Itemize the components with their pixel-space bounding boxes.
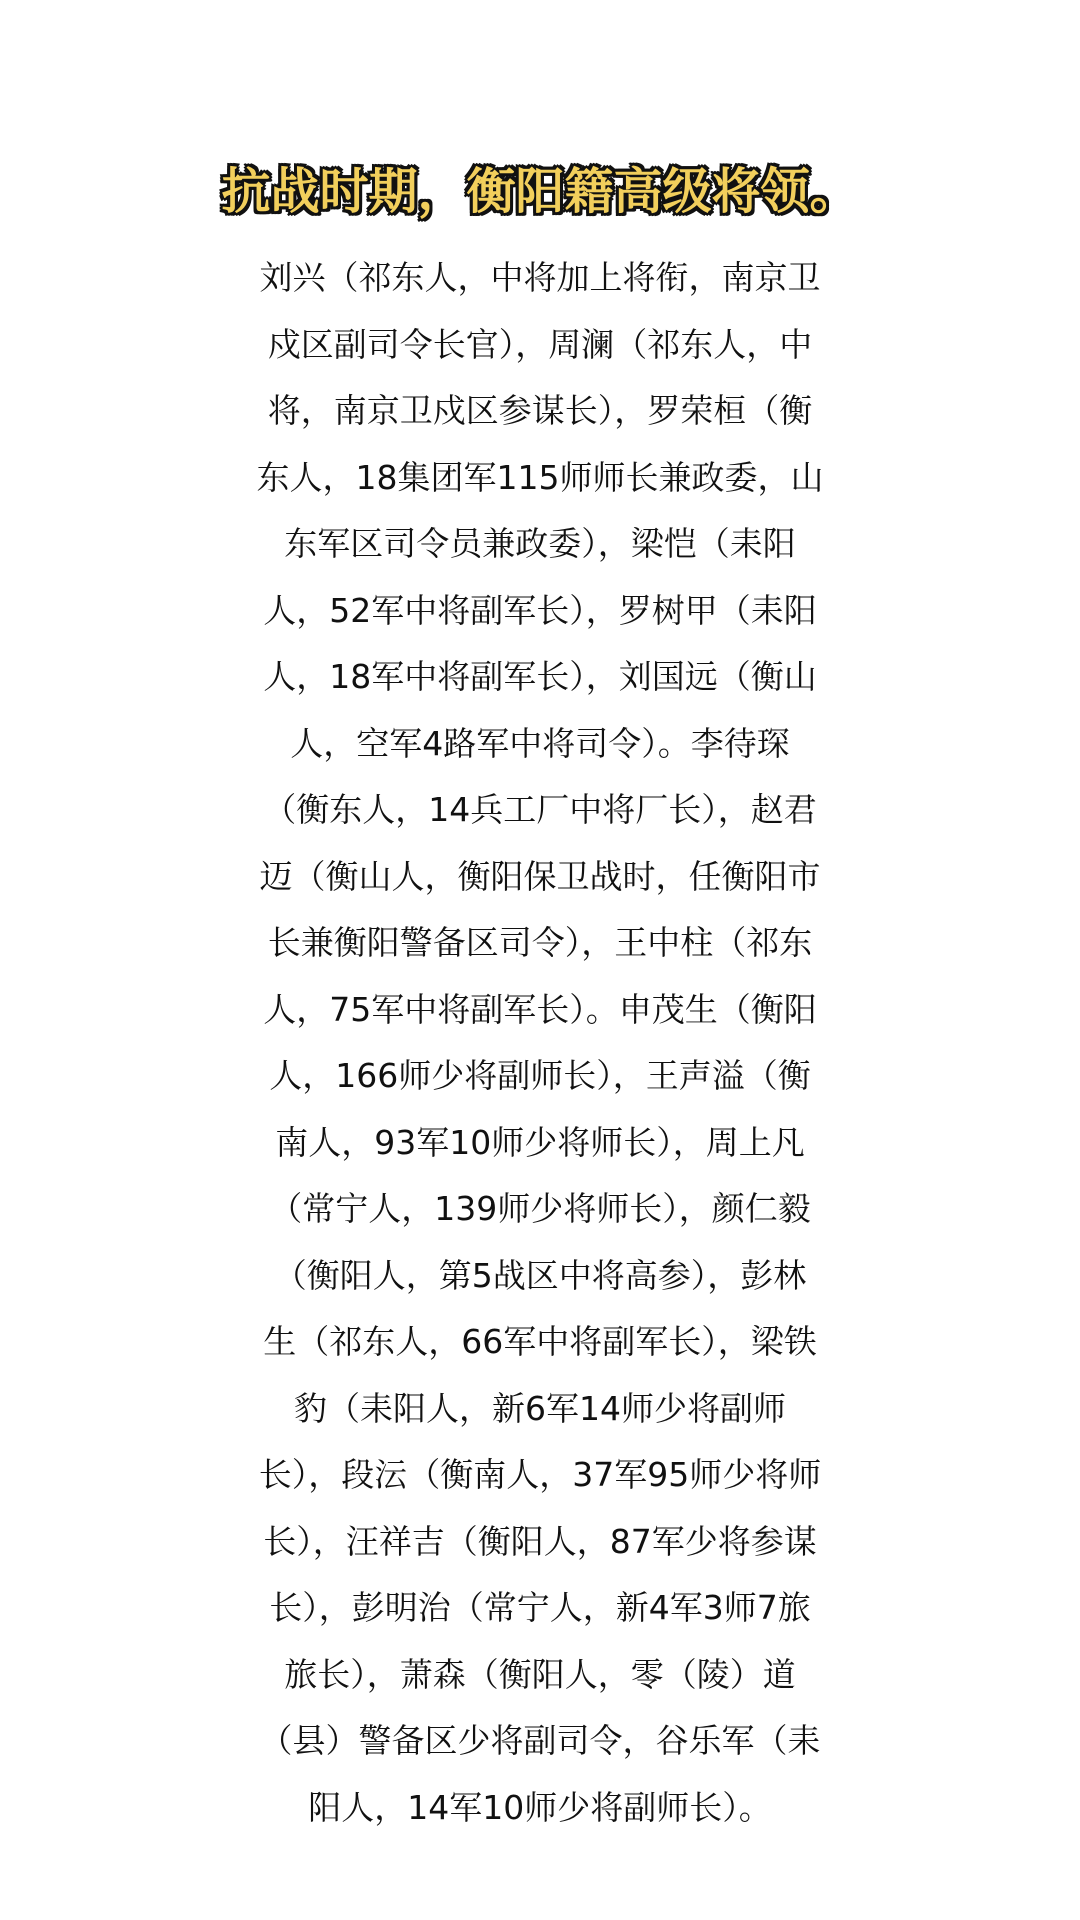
article-body <box>0 245 1080 1841</box>
body-line: 长），段沄（衡南人，37军95师少将师 <box>258 1455 822 1494</box>
body-line: 戍区副司令长官），周澜（祁东人，中 <box>267 324 813 364</box>
body-line: 人，空军4路军中将司令）。李待琛 <box>290 723 790 763</box>
body-line: 东人，18集团军115师师长兼政委，山 <box>256 457 824 497</box>
body-line: 豹（耒阳人，新6军14师少将副师 <box>294 1388 786 1428</box>
body-line: 迈（衡山人，衡阳保卫战时，任衡阳市 <box>259 856 821 896</box>
body-line: （县）警备区少将副司令，谷乐军（耒 <box>259 1721 821 1760</box>
body-line: 人，166师少将副师长），王声溢（衡 <box>269 1056 811 1095</box>
body-line: 东军区司令员兼政委），梁恺（耒阳 <box>284 524 796 563</box>
body-line: （常宁人，139师少将师长），颜仁毅 <box>269 1189 811 1228</box>
body-line: 刘兴（祁东人，中将加上将衔，南京卫 <box>259 258 821 297</box>
article-title: 抗战时期，衡阳籍高级将领。 <box>221 163 859 220</box>
body-line: 人，52军中将副军长），罗树甲（耒阳 <box>263 590 817 630</box>
body-line: 人，18军中将副军长），刘国远（衡山 <box>263 657 817 696</box>
body-line: 长兼衡阳警备区司令），王中柱（祁东 <box>267 923 813 962</box>
body-line: 旅长），萧森（衡阳人，零（陵）道 <box>284 1654 796 1694</box>
body-line: （衡东人，14兵工厂中将厂长），赵君 <box>263 790 817 829</box>
body-line: 阳人，14军10师少将副师长）。 <box>308 1787 772 1827</box>
body-line: 人，75军中将副军长）。申茂生（衡阳 <box>263 989 817 1029</box>
body-line: 南人，93军10师少将师长），周上凡 <box>275 1122 805 1162</box>
body-line: 长），彭明治（常宁人，新4军3师7旅 <box>269 1588 811 1627</box>
body-line: （衡阳人，第5战区中将高参），彭林 <box>273 1255 807 1295</box>
body-line: 生（祁东人，66军中将副军长），梁铁 <box>263 1322 817 1361</box>
body-line: 长），汪祥吉（衡阳人，87军少将参谋 <box>263 1521 817 1561</box>
body-line: 将，南京卫戍区参谋长），罗荣桓（衡 <box>267 391 813 430</box>
